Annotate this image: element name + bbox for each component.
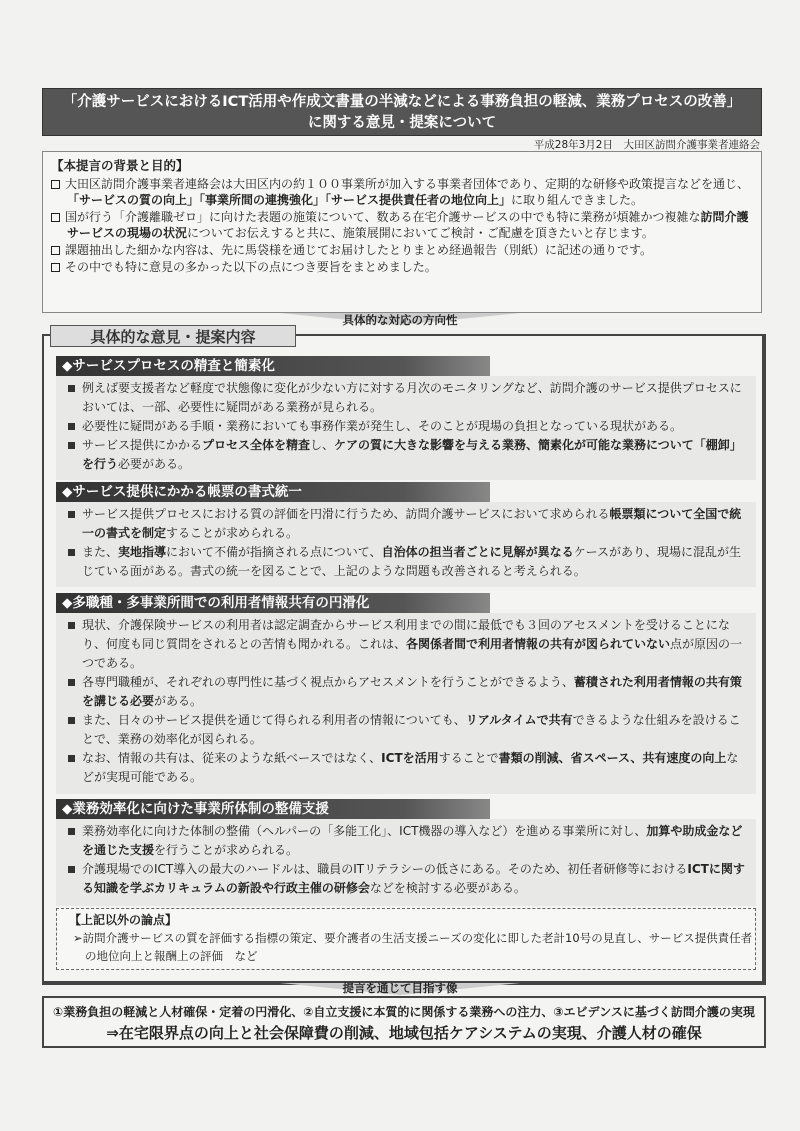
list-item: 例えば要支援者など軽度で状態像に変化が少ない方に対する月次のモニタリングなど、訪問介護のサービス提供プロセスにおいては、一部、必要性に疑問がある業務が見られる。 [56, 379, 750, 417]
title-line2: に関する意見・提案について [307, 115, 497, 131]
section-body [56, 376, 756, 480]
section-heading: ◆サービスプロセスの精査と簡素化 [56, 356, 490, 376]
list-item: 必要性に疑問がある手順・業務においても事務作業が発生し、そのことが現場の負担となっている現状がある。 [56, 417, 750, 436]
date-organization: 平成28年3月2日 大田区訪問介護事業者連絡会 [533, 139, 760, 151]
list-item: なお、情報の共有は、従来のような紙ベースではなく、ICTを活用することで書類の削減、省スペース、共有速度の向上などが実現可能である。 [56, 749, 750, 787]
goal-label: 提言を通じて目指す像 [342, 981, 458, 995]
other-points-heading: 【上記以外の論点】 [69, 913, 178, 927]
list-item: サービス提供プロセスにおける質の評価を円滑に行うため、訪問介護サービスにおいて求められる帳票類について全国で統一の書式を制定することが求められる。 [56, 505, 750, 543]
checkbox-square-icon [51, 180, 60, 189]
background-item: 課題抽出した細かな内容は、先に馬袋様を通じてお届けしたとりまとめ経過報告（別紙）に記述の通りです。 [51, 242, 753, 258]
goal-line2: ⇒在宅限界点の向上と社会保障費の削減、地域包括ケアシステムの実現、介護人材の確保 [106, 1024, 702, 1042]
other-points-box [56, 908, 756, 970]
document-title [42, 88, 762, 136]
section-heading: ◆多職種・多事業所間での利用者情報共有の円滑化 [56, 593, 490, 613]
goal-line1: ①業務負担の軽減と人材確保・定着の円滑化、②自立支援に本質的に関係する業務への注力、③エビデンスに基づく訪問介護の実現 [53, 1005, 755, 1019]
list-item: 現状、介護保険サービスの利用者は認定調査からサービス利用までの間に最低でも３回のアセスメントを受けることになり、何度も同じ質問をされるとの苦情も聞かれる。これは、各関係者間で利用者情報の共有が図られていない点が原因の一つである。 [56, 616, 750, 673]
checkbox-square-icon [51, 263, 60, 272]
goal-box [42, 996, 766, 1048]
background-item: 大田区訪問介護事業者連絡会は大田区内の約１００事業所が加入する事業者団体であり、定期的な研修や政策提言などを通じ、「サービスの質の向上」「事業所間の連携強化」「サービス提供責任者の地位向上」に取り組んできました。 [51, 176, 753, 208]
background-item: その中でも特に意見の多かった以下の点につき要旨をまとめました。 [51, 259, 753, 275]
background-heading: 【本提言の背景と目的】 [51, 158, 189, 173]
list-item: サービス提供にかかるプロセス全体を精査し、ケアの質に大きな影響を与える業務、簡素化が可能な業務について「棚卸」を行う必要がある。 [56, 436, 750, 474]
list-item: 各専門職種が、それぞれの専門性に基づく視点からアセスメントを行うことができるよう、蓄積された利用者情報の共有策を講じる必要がある。 [56, 673, 750, 711]
checkbox-square-icon [51, 213, 60, 222]
other-points-item: ➢訪問介護サービスの質を評価する指標の策定、要介護者の生活支援ニーズの変化に即した老計10号の見直し、サービス提供責任者の地位向上と報酬上の評価 など [73, 931, 753, 963]
section-body [56, 819, 756, 906]
list-item: 業務効率化に向けた体制の整備（ヘルパーの「多能工化」、ICT機器の導入など）を進める事業所に対し、加算や助成金などを通じた支援を行うことが求められる。 [56, 822, 750, 860]
background-section [42, 151, 762, 313]
title-line1: 「介護サービスにおけるICT活用や作成文書量の半減などによる事務負担の軽減、業務プロセスの改善」 [62, 94, 742, 110]
list-item: 介護現場でのICT導入の最大のハードルは、職員のITリテラシーの低さにある。そのため、初任者研修等におけるICTに関する知識を学ぶカリキュラムの新設や行政主催の研修会などを検討する必要がある。 [56, 860, 750, 898]
background-item: 国が行う「介護離職ゼロ」に向けた表題の施策について、数ある在宅介護サービスの中でも特に業務が煩雑かつ複雑な訪問介護サービスの現場の状況についてお伝えすると共に、施策展開においてご検討・ご配慮を頂きたいと存じます。 [51, 209, 753, 241]
section-heading: ◆サービス提供にかかる帳票の書式統一 [56, 482, 490, 502]
list-item: また、日々のサービス提供を通じて得られる利用者の情報についても、リアルタイムで共有できるような仕組みを設けることで、業務の効率化が図られる。 [56, 711, 750, 749]
checkbox-square-icon [51, 246, 60, 255]
section-body [56, 613, 756, 794]
direction-label: 具体的な対応の方向性 [342, 313, 458, 327]
section-heading: ◆業務効率化に向けた事業所体制の整備支援 [56, 799, 490, 819]
section-body [56, 502, 756, 587]
list-item: また、実地指導において不備が指摘される点について、自治体の担当者ごとに見解が異なるケースがあり、現場に混乱が生じている面がある。書式の統一を図ることで、上記のような問題も改善されると考えられる。 [56, 543, 750, 581]
proposals-heading: 具体的な意見・提案内容 [50, 325, 296, 347]
